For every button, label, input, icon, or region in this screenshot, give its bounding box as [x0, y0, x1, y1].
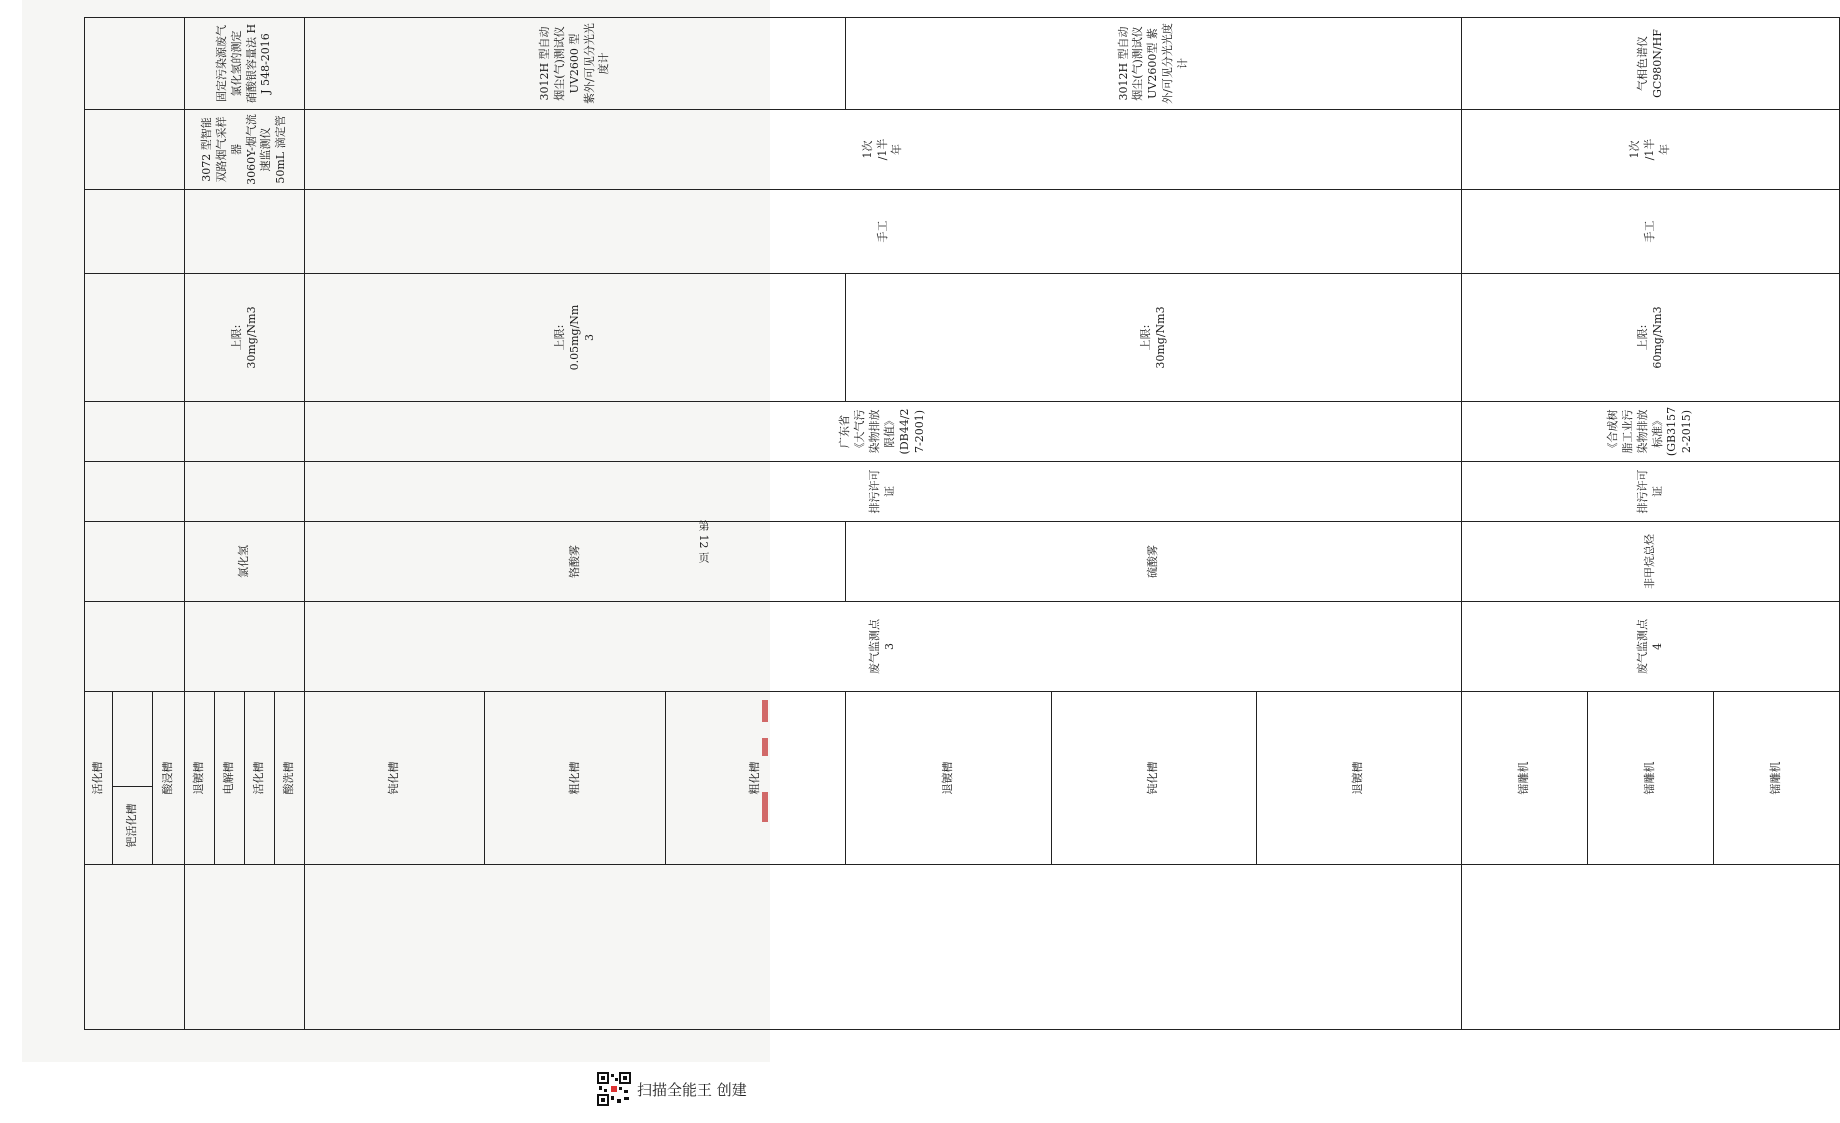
- monitor-point-cell: [185, 602, 305, 692]
- pollutant-cell: 硫酸雾: [846, 522, 1462, 602]
- permit-cell: 排污许可证: [1461, 462, 1839, 522]
- instrument-cell: 3012H 型自动烟尘(气)测试仪 UV2600 型 紫外/可见分光光度计: [305, 18, 846, 110]
- blank-cell: [305, 865, 1462, 1030]
- limit-cell: 上限: 30mg/Nm3: [846, 274, 1462, 402]
- blank-cell: [85, 602, 185, 692]
- blank-cell: [85, 190, 185, 274]
- process-cell: 电解槽: [215, 692, 245, 865]
- pollutant-cell: 非甲烷总烃: [1461, 522, 1839, 602]
- process-sub-cell: [113, 692, 153, 787]
- pollutant-cell: 氯化氢: [185, 522, 305, 602]
- process-cell: 镭雕机: [1588, 692, 1714, 865]
- method-cell: 手工: [1461, 190, 1839, 274]
- qr-code-icon: [597, 1072, 631, 1106]
- limit-cell: 上限: 0.05mg/Nm 3: [305, 274, 846, 402]
- process-cell: 钝化槽: [1051, 692, 1256, 865]
- process-cell: 酸洗槽: [275, 692, 305, 865]
- page-number: 第 12 页: [697, 520, 710, 563]
- standard-cell: [185, 402, 305, 462]
- process-cell: 退镀槽: [185, 692, 215, 865]
- process-cell: 粗化槽: [485, 692, 665, 865]
- instrument-cell: 3072 型智能双路烟气采样器 3060Y-烟气流速监测仪 50mL 滴定管: [185, 110, 305, 190]
- permit-cell: 排污许可证: [305, 462, 1462, 522]
- method-cell: 手工: [305, 190, 1462, 274]
- process-cell: 活化槽: [85, 692, 113, 865]
- footer: [597, 1071, 747, 1107]
- footer-text: 扫描全能王 创建: [637, 1080, 747, 1099]
- process-cell: 退镀槽: [846, 692, 1051, 865]
- process-cell: 活化槽: [245, 692, 275, 865]
- method-cell: [185, 190, 305, 274]
- process-cell: 酸浸槽: [153, 692, 185, 865]
- process-cell: 退镀槽: [1256, 692, 1461, 865]
- permit-cell: [185, 462, 305, 522]
- blank-cell: [185, 865, 305, 1030]
- blank-cell: [85, 402, 185, 462]
- standard-cell: 广东省《大气污染物排放限值》 (DB44/27-2001): [305, 402, 1462, 462]
- limit-cell: 上限: 30mg/Nm3: [185, 274, 305, 402]
- instrument-cell: 气相色谱仪 GC980N/HF: [1461, 18, 1839, 110]
- red-seal-fragment: [760, 700, 770, 840]
- frequency-cell: 1次 /1半 年: [1461, 110, 1839, 190]
- pollutant-cell: 铬酸雾: [305, 522, 846, 602]
- process-cell: 镭雕机: [1461, 692, 1587, 865]
- standard-cell: 《合成树脂工业污染物排放标准》 (GB31572-2015): [1461, 402, 1839, 462]
- process-cell: 粗化槽: [665, 692, 845, 865]
- blank-cell: [1461, 865, 1839, 1030]
- blank-cell: [85, 865, 185, 1030]
- process-cell: 镭雕机: [1714, 692, 1840, 865]
- frequency-cell: 1次 /1半 年: [305, 110, 1462, 190]
- blank-cell: [85, 18, 185, 110]
- monitor-point-cell: 废气监测点 3: [305, 602, 1462, 692]
- monitoring-table: [84, 17, 1840, 1030]
- process-cell: 钯活化槽: [113, 787, 153, 865]
- analysis-method-cell: 固定污染源废气 氯化氢的测定 硝酸银容量法 HJ 548-2016: [185, 18, 305, 110]
- instrument-cell: 3012H 型自动烟尘(气)测试仪 UV2600型 紫外/可见分光光度计: [846, 18, 1462, 110]
- blank-cell: [85, 522, 185, 602]
- blank-cell: [85, 462, 185, 522]
- monitor-point-cell: 废气监测点 4: [1461, 602, 1839, 692]
- limit-cell: 上限: 60mg/Nm3: [1461, 274, 1839, 402]
- process-cell: 钝化槽: [305, 692, 485, 865]
- blank-cell: [85, 274, 185, 402]
- blank-cell: [85, 110, 185, 190]
